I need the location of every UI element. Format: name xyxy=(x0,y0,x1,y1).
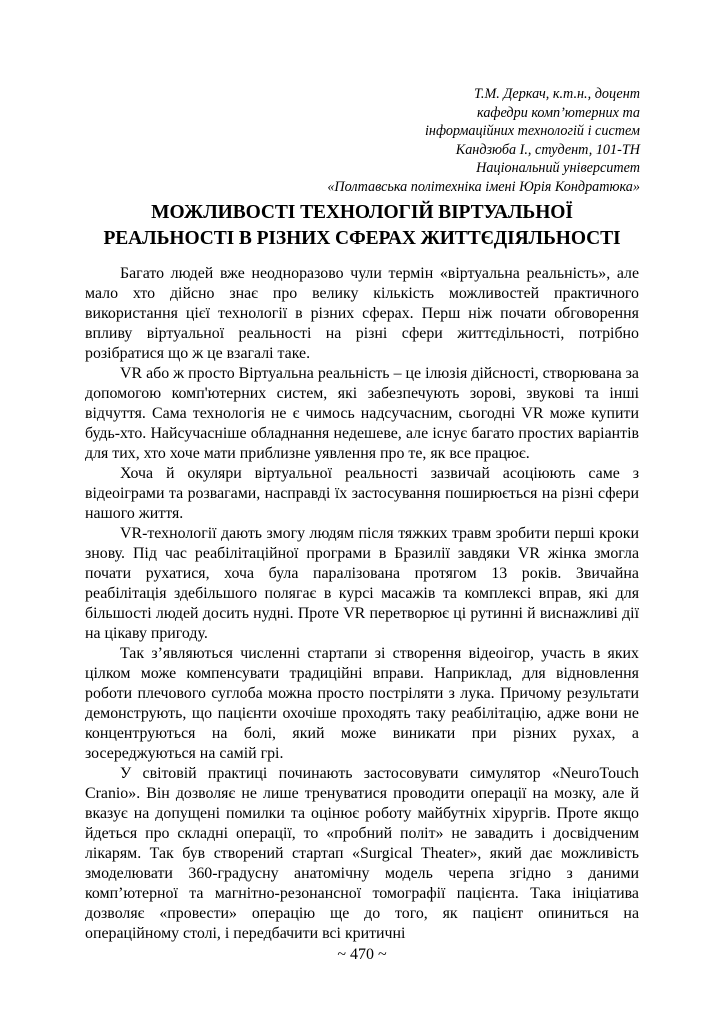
page-number: ~ 470 ~ xyxy=(337,946,387,963)
body-text xyxy=(85,264,639,944)
paragraph: Багато людей вже неодноразово чули термін «віртуальна реальність», але мало хто дійсно знає про велику кількість можливостей практичного використання цієї технології в різних сферах. Перш ніж почати обговорення впливу віртуальної реальності на різні сфери життєдільності, потрібно розібратися що ж це взагалі таке. xyxy=(85,265,639,362)
paragraph: Так з’являються численні стартапи зі створення відеоігор, участь в яких цілком може компенсувати традиційні вправи. Наприклад, для відновлення роботи плечового суглоба можна просто постріляти з лука. Причому результати демонструють, що пацієнти охочіше проходять таку реабілітацію, адже вони не концентруються на болі, який може виникати при різних рухах, а зосереджуються на самій грі. xyxy=(85,645,639,762)
title-line: РЕАЛЬНОСТІ В РІЗНИХ СФЕРАХ ЖИТТЄДІЯЛЬНОСТІ xyxy=(103,227,621,249)
paragraph: VR-технології дають змогу людям після тяжких травм зробити перші кроки знову. Під час реабілітаційної програми в Бразилії завдяки VR жінка змогла почати рухатися, хоча була паралізована протягом 13 років. Звичайна реабілітація здебільшого полягає в курсі масажів та комплексі вправ, які для більшості людей досить нудні. Проте VR перетворює ці рутинні й виснажливі дії на цікаву пригоду. xyxy=(85,525,639,642)
author-line: Національний університет xyxy=(476,160,640,176)
author-line: «Полтавська політехніка імені Юрія Кондратюка» xyxy=(327,178,640,195)
author-affiliation-block xyxy=(220,85,640,196)
paragraph: У світовій практиці починають застосовувати симулятор «NeuroTouch Cranio». Він дозволяє не лише тренуватися проводити операції на мозку, але й вказує на допущені помилки та оцінює роботу майбутніх хірургів. Проте якщо йдеться про складні операції, то «пробний політ» не завадить і досвідченим лікарям. Так був створений стартап «Surgical Theater», який дає можливість змоделювати 360-градусну анатомічну модель черепа згідно з даними комп’ютерної та магнітно-резонансної томографії пацієнта. Така ініціатива дозволяє «провести» операцію ще до того, як пацієнт опиниться на операційному столі, і передбачити всі критичні xyxy=(85,765,639,942)
author-line: кафедри комп’ютерних та xyxy=(477,104,640,121)
author-line: Кандзюба І., студент, 101-ТН xyxy=(455,141,640,158)
author-line: інформаційних технологій і систем xyxy=(424,123,640,139)
title-line: МОЖЛИВОСТІ ТЕХНОЛОГІЙ ВІРТУАЛЬНОЇ xyxy=(151,202,573,223)
paper-title xyxy=(84,200,640,251)
author-line: Т.М. Деркач, к.т.н., доцент xyxy=(473,86,640,102)
paragraph: Хоча й окуляри віртуальної реальності зазвичай асоціюють саме з відеоіграми та розвагами, насправді їх застосування поширюється на різні сфери нашого життя. xyxy=(85,465,639,522)
paragraph: VR або ж просто Віртуальна реальність – це ілюзія дійсності, створювана за допомогою комп'ютерних систем, які забезпечують зорові, звукові та інші відчуття. Сама технологія не є чимось надсучасним, сьогодні VR може купити будь-хто. Найсучасніше обладнання недешеве, але існує багато простих варіантів для тих, хто хоче мати приблизне уявлення про те, як все працює. xyxy=(85,365,639,462)
